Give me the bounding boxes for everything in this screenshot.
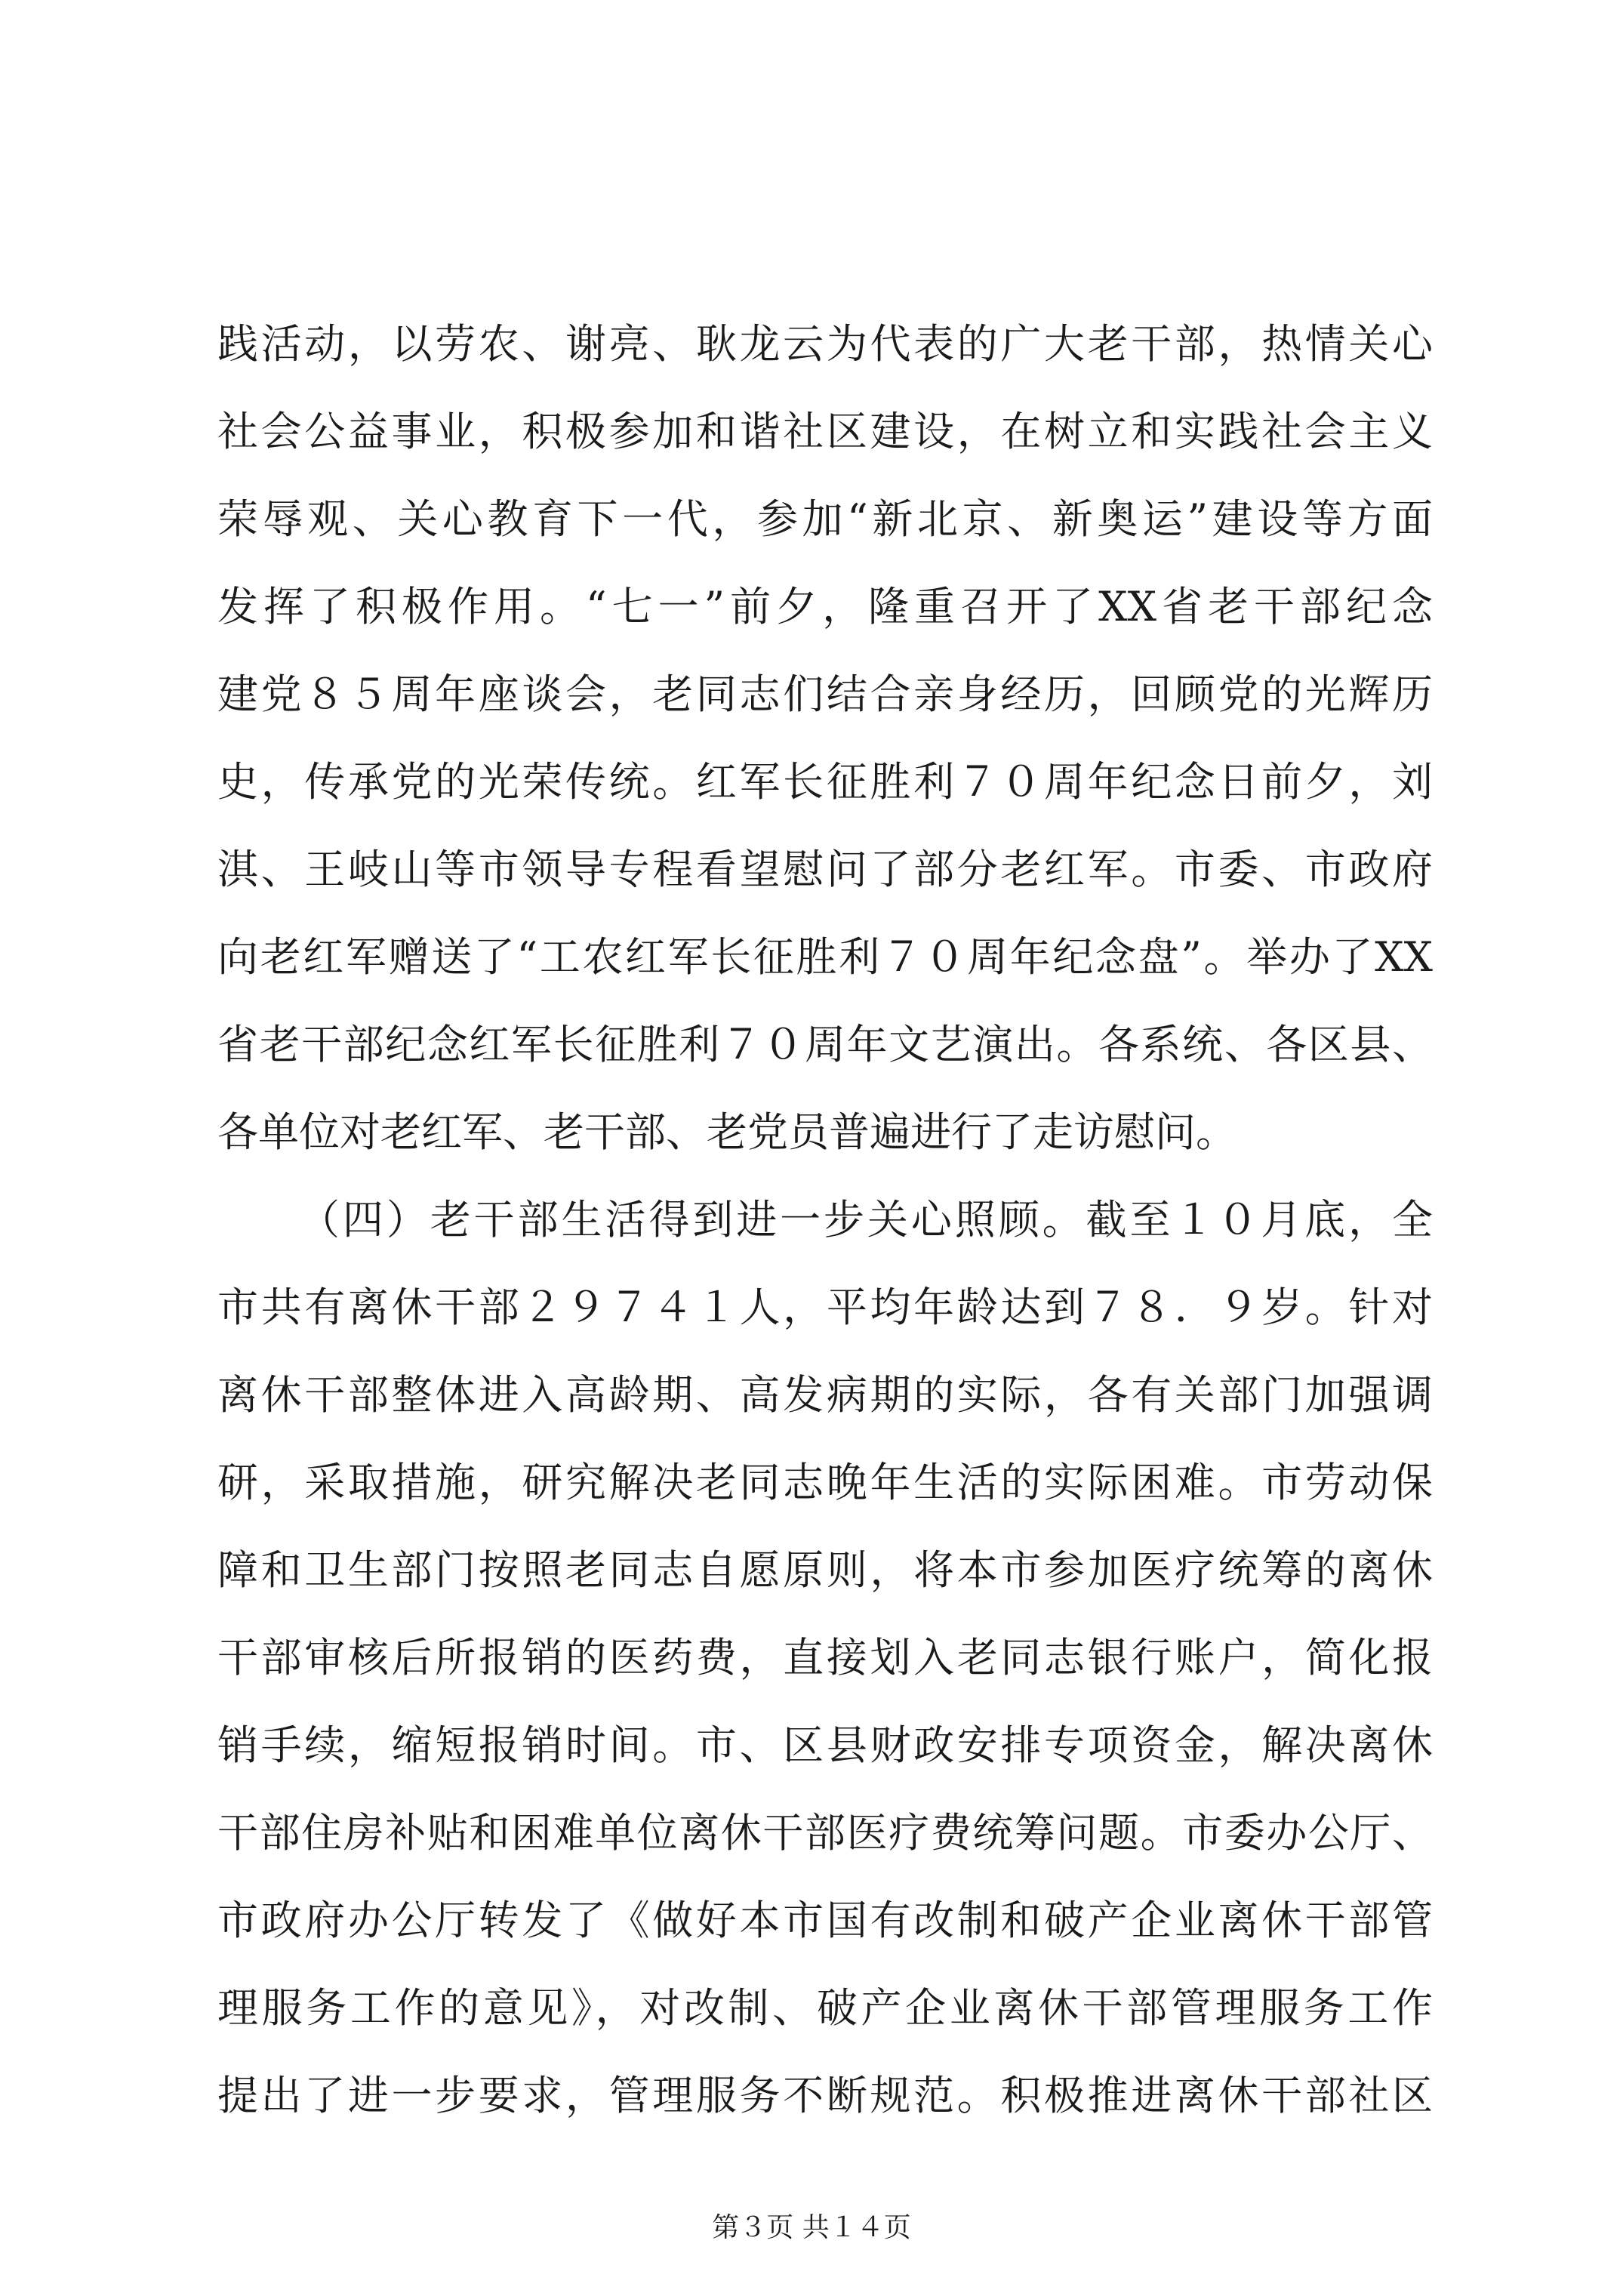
text-line: 市政府办公厅转发了《做好本市国有改制和破产企业离休干部管	[217, 1897, 1433, 1944]
document-body	[217, 300, 1433, 2140]
text-line: 向老红军赠送了“工农红军长征胜利７０周年纪念盘”。举办了XX	[217, 933, 1433, 981]
text-line: 淇、王岐山等市领导专程看望慰问了部分老红军。市委、市政府	[217, 846, 1433, 893]
page-number: 第３页 共１４页	[712, 2212, 911, 2243]
text-line: 发挥了积极作用。“七一”前夕，隆重召开了XX省老干部纪念	[217, 583, 1433, 630]
text-line: 障和卫生部门按照老同志自愿原则，将本市参加医疗统筹的离休	[217, 1546, 1433, 1594]
paragraph-2	[217, 1176, 1433, 2140]
text-line: 提出了进一步要求，管理服务不断规范。积极推进离休干部社区	[217, 2072, 1433, 2119]
text-line: 省老干部纪念红军长征胜利７０周年文艺演出。各系统、各区县、	[217, 1021, 1433, 1068]
text-line: 社会公益事业，积极参加和谐社区建设，在树立和实践社会主义	[217, 408, 1433, 455]
text-line: 践活动，以劳农、谢亮、耿龙云为代表的广大老干部，热情关心	[217, 320, 1433, 368]
text-line: 各单位对老红军、老干部、老党员普遍进行了走访慰问。	[217, 1108, 1236, 1156]
text-line: 干部住房补贴和困难单位离休干部医疗费统筹问题。市委办公厅、	[217, 1809, 1433, 1857]
text-line: 离休干部整体进入高龄期、高发病期的实际，各有关部门加强调	[217, 1371, 1433, 1419]
text-line: （四）老干部生活得到进一步关心照顾。截至１０月底，全	[299, 1196, 1433, 1244]
text-line: 销手续，缩短报销时间。市、区县财政安排专项资金，解决离休	[217, 1721, 1433, 1769]
paragraph-1	[217, 300, 1433, 1176]
text-line: 干部审核后所报销的医药费，直接划入老同志银行账户，简化报	[217, 1634, 1433, 1681]
text-line: 研，采取措施，研究解决老同志晚年生活的实际困难。市劳动保	[217, 1459, 1433, 1506]
text-line: 荣辱观、关心教育下一代，参加“新北京、新奥运”建设等方面	[217, 495, 1433, 543]
text-line: 建党８５周年座谈会，老同志们结合亲身经历，回顾党的光辉历	[217, 670, 1433, 718]
text-line: 市共有离休干部２９７４１人，平均年龄达到７８．９岁。针对	[217, 1284, 1433, 1331]
text-line: 史，传承党的光荣传统。红军长征胜利７０周年纪念日前夕，刘	[217, 758, 1433, 806]
page-footer	[0, 2206, 1623, 2245]
text-line: 理服务工作的意见》，对改制、破产企业离休干部管理服务工作	[217, 1984, 1433, 2032]
